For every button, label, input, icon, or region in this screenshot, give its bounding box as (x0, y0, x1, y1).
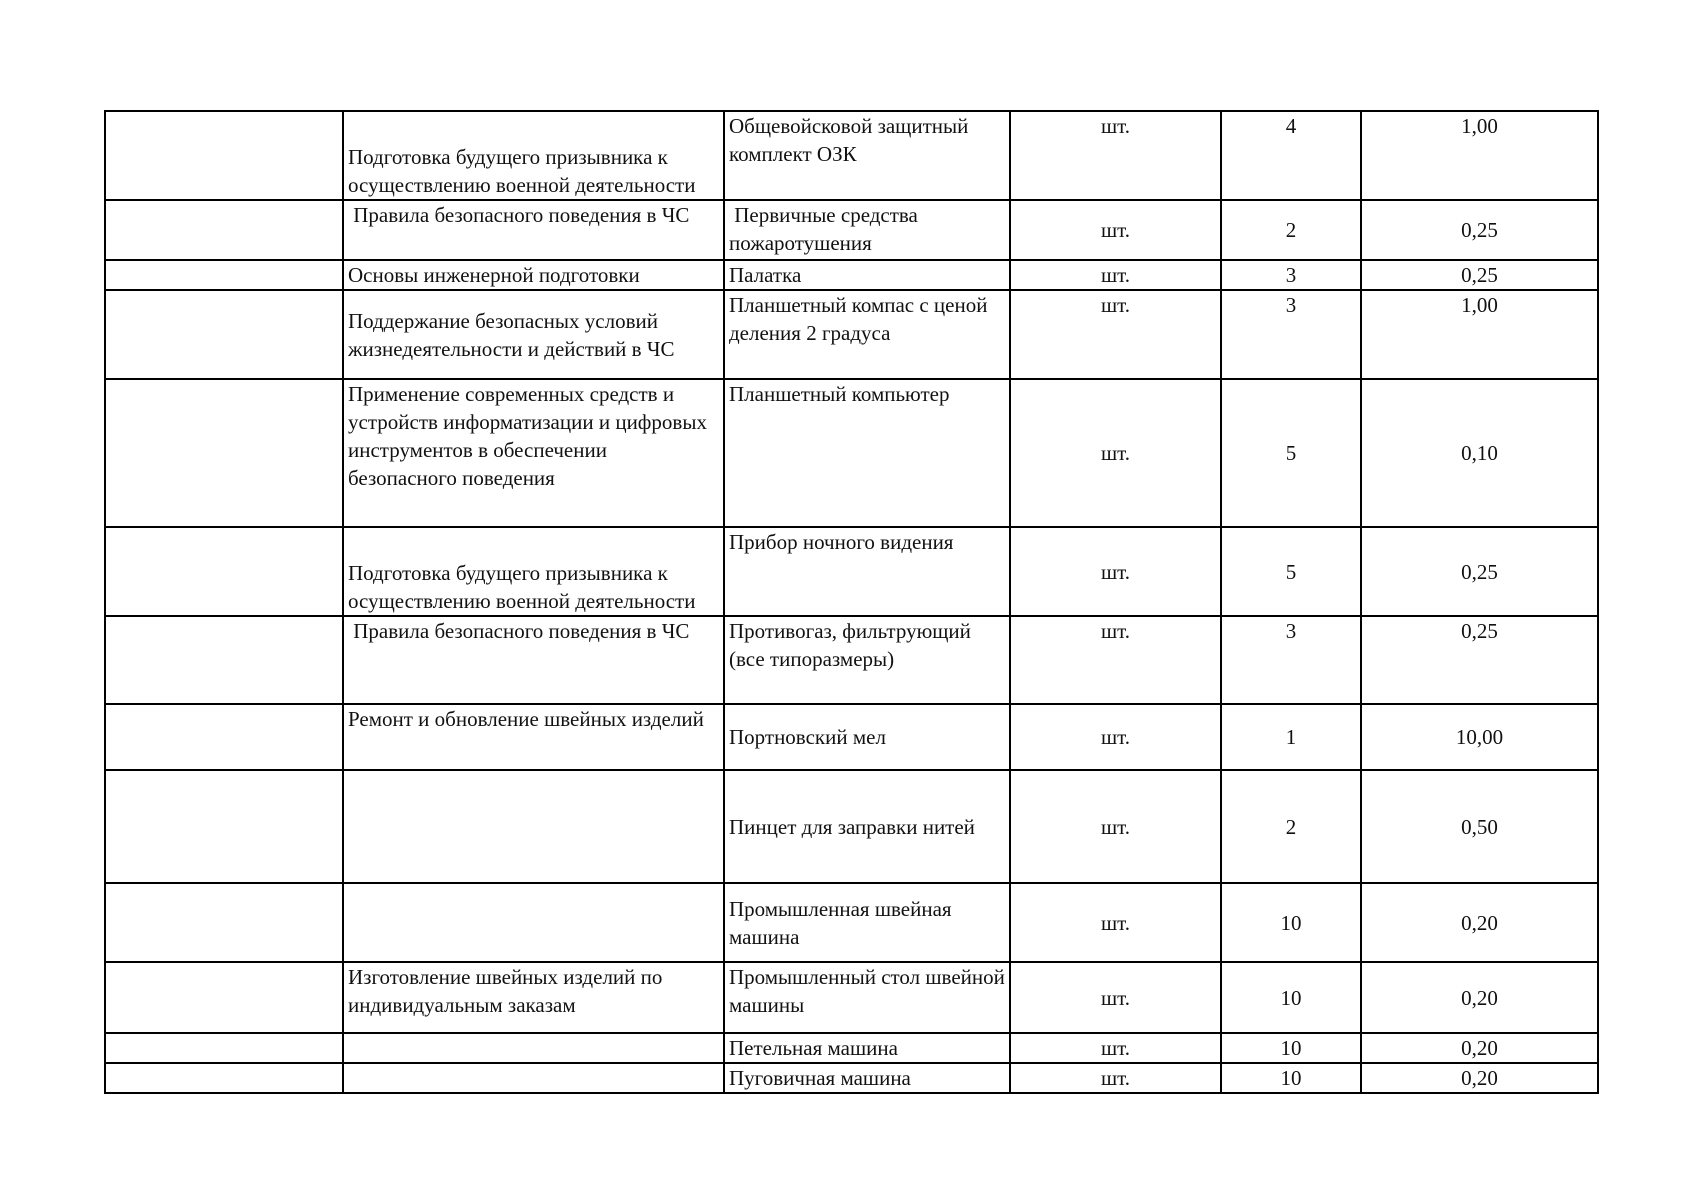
item-cell: Палатка (724, 260, 1010, 290)
section-cell (105, 200, 343, 260)
norm-cell: 0,20 (1361, 1063, 1598, 1093)
norm-cell: 10,00 (1361, 704, 1598, 770)
table-row (105, 111, 1598, 200)
topic-cell: Подготовка будущего призывника к осуществлению военной деятельности (343, 527, 724, 616)
section-cell (105, 770, 343, 883)
table-row (105, 616, 1598, 704)
section-cell (105, 290, 343, 379)
unit-cell: шт. (1010, 290, 1221, 379)
section-cell (105, 111, 343, 200)
unit-cell: шт. (1010, 379, 1221, 527)
item-cell: Пинцет для заправки нитей (724, 770, 1010, 883)
item-cell: Пуговичная машина (724, 1063, 1010, 1093)
unit-cell: шт. (1010, 111, 1221, 200)
norm-cell: 0,10 (1361, 379, 1598, 527)
norm-cell: 1,00 (1361, 111, 1598, 200)
qty-cell: 2 (1221, 770, 1361, 883)
item-cell: Петельная машина (724, 1033, 1010, 1063)
qty-cell: 3 (1221, 290, 1361, 379)
norm-cell: 0,20 (1361, 1033, 1598, 1063)
qty-cell: 3 (1221, 260, 1361, 290)
qty-cell: 10 (1221, 1033, 1361, 1063)
topic-cell: Правила безопасного поведения в ЧС (343, 616, 724, 704)
item-cell: Первичные средства пожаротушения (724, 200, 1010, 260)
unit-cell: шт. (1010, 1063, 1221, 1093)
table-row (105, 527, 1598, 616)
norm-cell: 0,20 (1361, 962, 1598, 1033)
norm-cell: 0,20 (1361, 883, 1598, 962)
table-row (105, 379, 1598, 527)
item-cell: Общевойсковой защитный комплект ОЗК (724, 111, 1010, 200)
item-cell: Планшетный компьютер (724, 379, 1010, 527)
section-cell (105, 1063, 343, 1093)
unit-cell: шт. (1010, 527, 1221, 616)
norm-cell: 0,25 (1361, 260, 1598, 290)
section-cell (105, 260, 343, 290)
topic-cell: Основы инженерной подготовки (343, 260, 724, 290)
item-cell: Промышленный стол швейной машины (724, 962, 1010, 1033)
unit-cell: шт. (1010, 200, 1221, 260)
unit-cell: шт. (1010, 883, 1221, 962)
norm-cell: 0,25 (1361, 616, 1598, 704)
table-row (105, 962, 1598, 1033)
table-row (105, 1033, 1598, 1063)
section-cell (105, 704, 343, 770)
item-cell: Противогаз, фильтрующий (все типоразмеры) (724, 616, 1010, 704)
topic-cell (343, 883, 724, 962)
equipment-table (104, 110, 1599, 1094)
item-cell: Прибор ночного видения (724, 527, 1010, 616)
table-row (105, 1063, 1598, 1093)
topic-cell: Правила безопасного поведения в ЧС (343, 200, 724, 260)
qty-cell: 10 (1221, 883, 1361, 962)
topic-cell (343, 1033, 724, 1063)
qty-cell: 10 (1221, 962, 1361, 1033)
item-cell: Портновский мел (724, 704, 1010, 770)
table-row (105, 260, 1598, 290)
qty-cell: 5 (1221, 527, 1361, 616)
table-row (105, 290, 1598, 379)
unit-cell: шт. (1010, 260, 1221, 290)
norm-cell: 0,50 (1361, 770, 1598, 883)
section-cell (105, 883, 343, 962)
topic-cell: Ремонт и обновление швейных изделий (343, 704, 724, 770)
unit-cell: шт. (1010, 616, 1221, 704)
norm-cell: 0,25 (1361, 200, 1598, 260)
table-row (105, 704, 1598, 770)
section-cell (105, 962, 343, 1033)
topic-cell: Применение современных средств и устройств информатизации и цифровых инструментов в обеспечении безопасного поведения (343, 379, 724, 527)
table-row (105, 200, 1598, 260)
item-cell: Промышленная швейная машина (724, 883, 1010, 962)
table-row (105, 883, 1598, 962)
unit-cell: шт. (1010, 704, 1221, 770)
topic-cell: Подготовка будущего призывника к осуществлению военной деятельности (343, 111, 724, 200)
qty-cell: 2 (1221, 200, 1361, 260)
table-row (105, 770, 1598, 883)
section-cell (105, 1033, 343, 1063)
unit-cell: шт. (1010, 1033, 1221, 1063)
norm-cell: 1,00 (1361, 290, 1598, 379)
topic-cell: Поддержание безопасных условий жизнедеятельности и действий в ЧС (343, 290, 724, 379)
qty-cell: 4 (1221, 111, 1361, 200)
unit-cell: шт. (1010, 770, 1221, 883)
qty-cell: 3 (1221, 616, 1361, 704)
qty-cell: 5 (1221, 379, 1361, 527)
topic-cell (343, 770, 724, 883)
topic-cell: Изготовление швейных изделий по индивидуальным заказам (343, 962, 724, 1033)
qty-cell: 10 (1221, 1063, 1361, 1093)
qty-cell: 1 (1221, 704, 1361, 770)
topic-cell (343, 1063, 724, 1093)
section-cell (105, 379, 343, 527)
norm-cell: 0,25 (1361, 527, 1598, 616)
item-cell: Планшетный компас с ценой деления 2 градуса (724, 290, 1010, 379)
section-cell (105, 616, 343, 704)
unit-cell: шт. (1010, 962, 1221, 1033)
section-cell (105, 527, 343, 616)
